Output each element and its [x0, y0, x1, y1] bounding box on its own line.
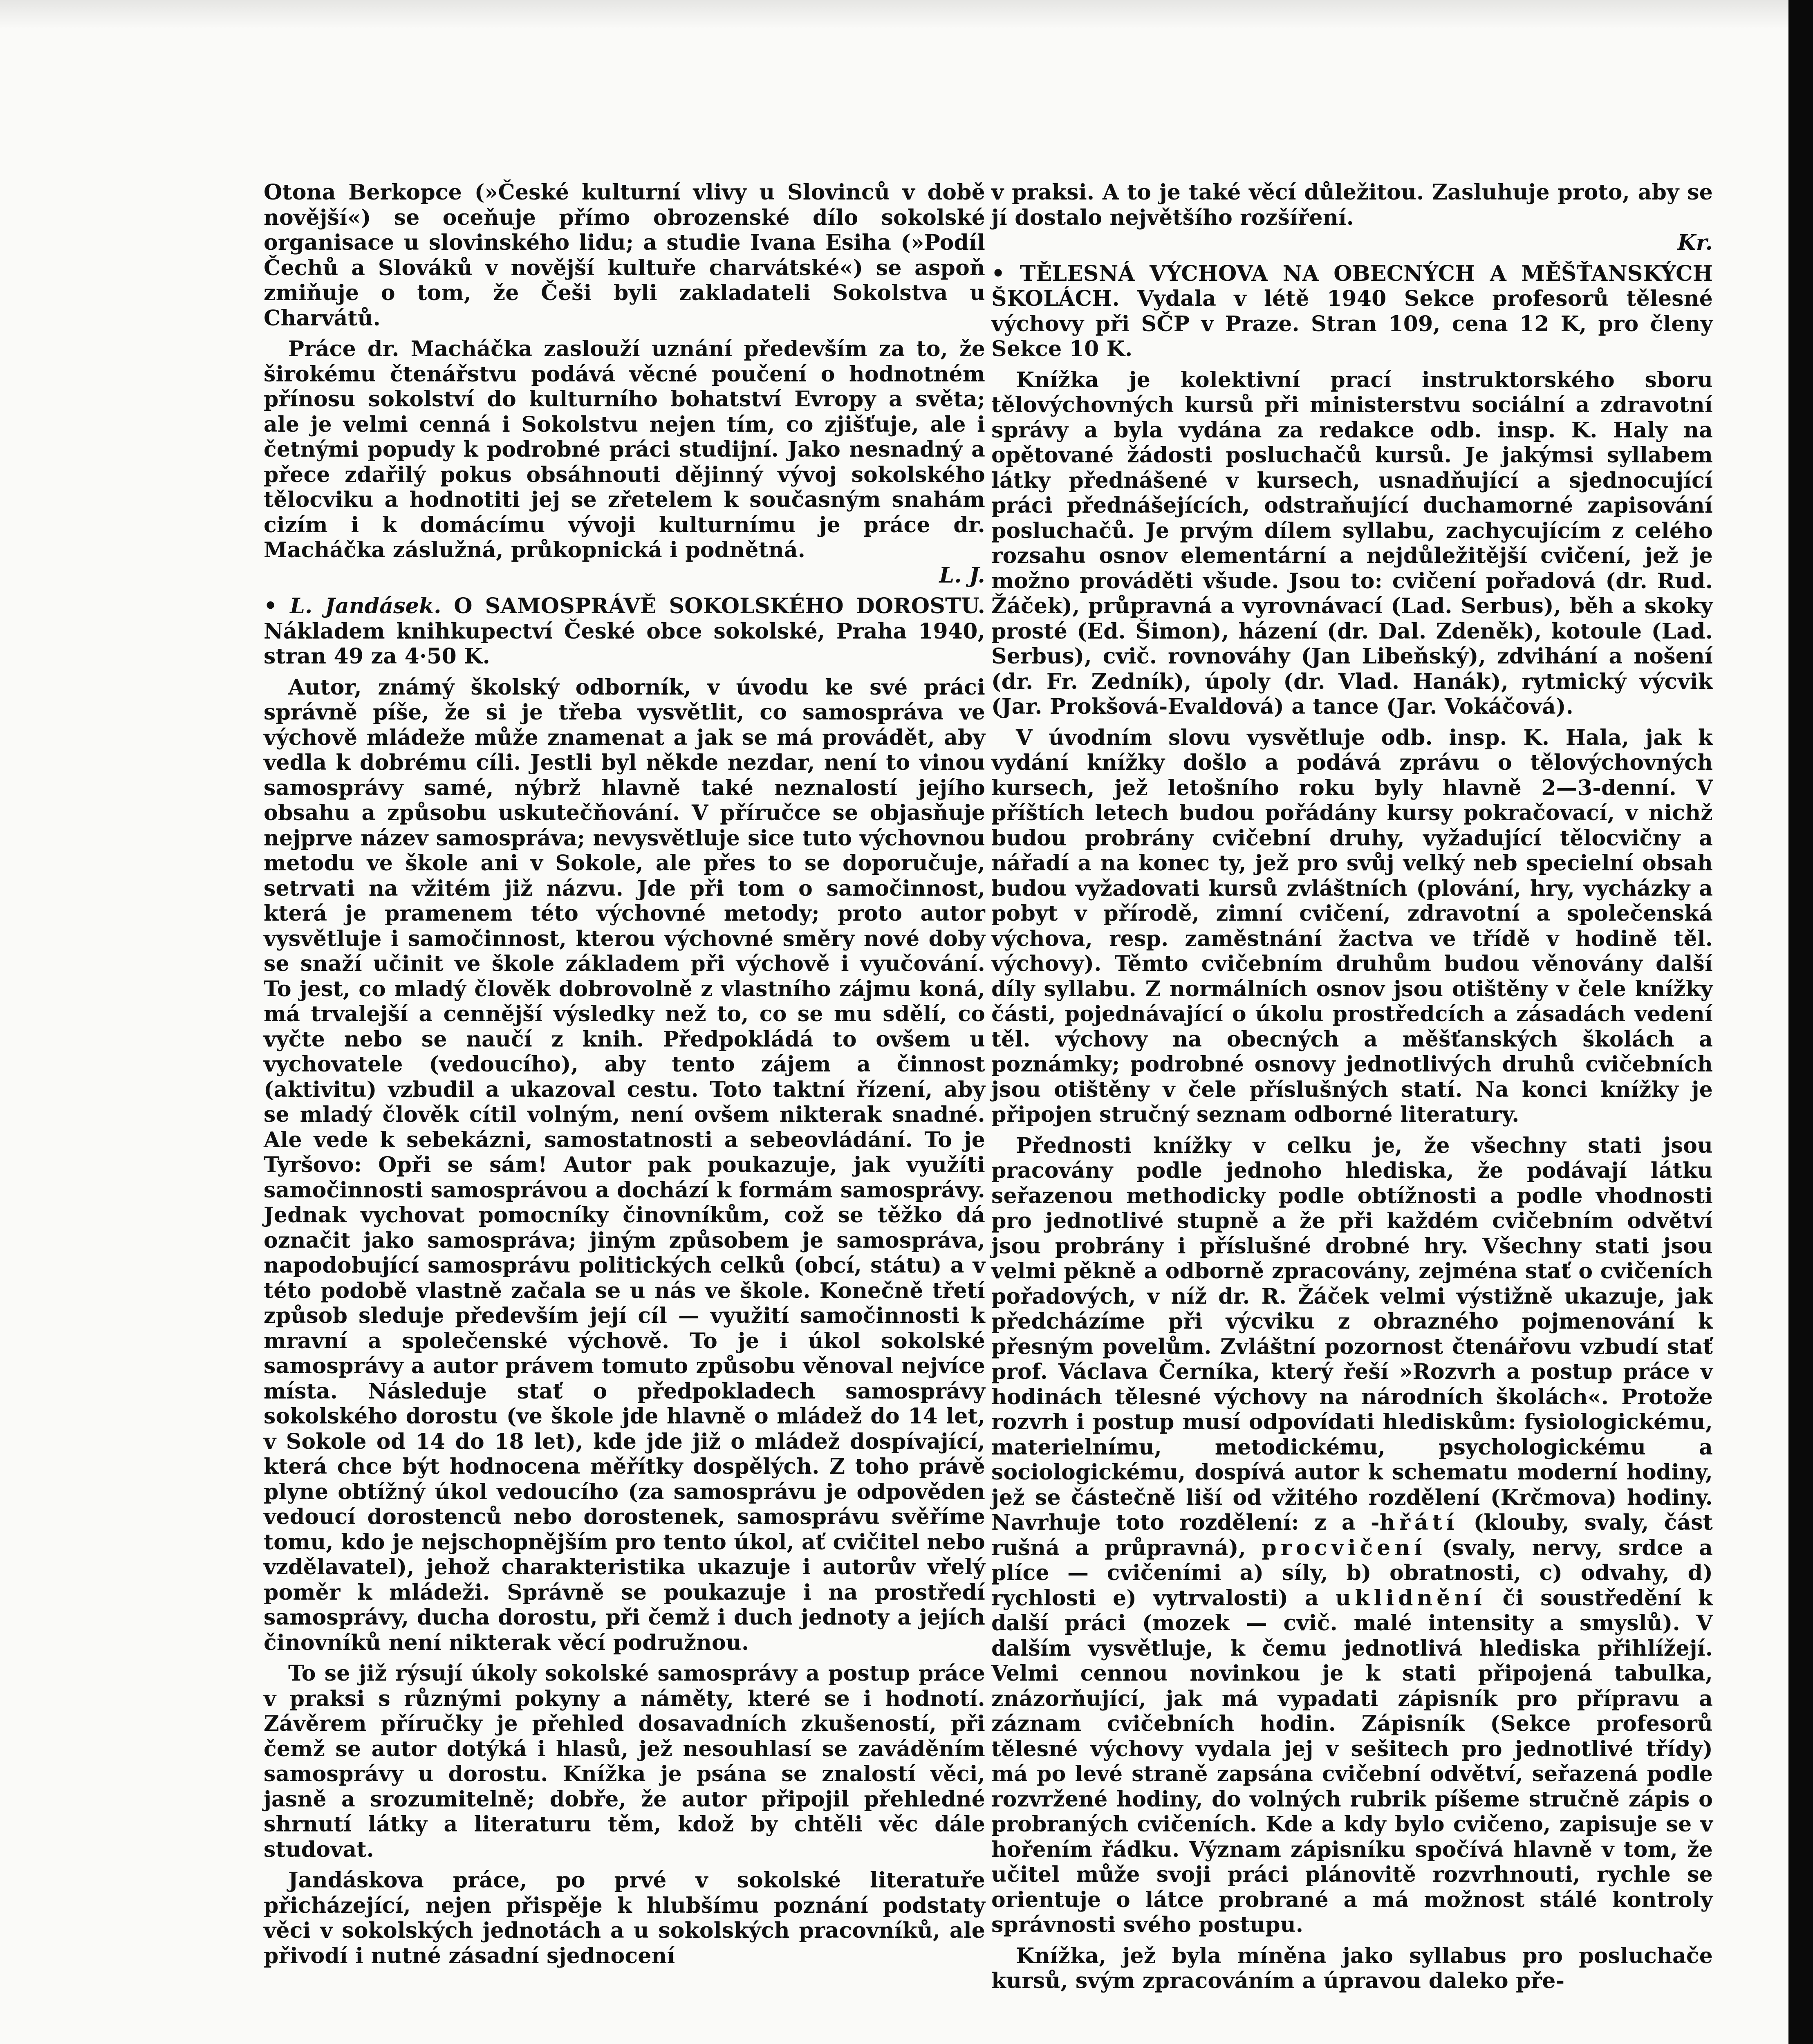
left-paragraph-5: Jandáskova práce, po prvé v sokolské literatuře přicházející, nejen přispěje k hlubšímu poznání podstaty věci v sokolských jednotách a u sokolských pracovníků, ale přivodí i nutné zásadní sjednocení: [264, 1868, 985, 1968]
right-paragraph-4: [991, 1133, 1713, 1938]
right-paragraph-1: [991, 180, 1713, 256]
right-column: [991, 180, 1713, 1994]
review-author: L. Jandásek.: [290, 594, 441, 619]
left-column: [264, 180, 985, 1968]
right-paragraph-1-signature: Kr.: [1677, 230, 1713, 255]
left-paragraph-2: [264, 336, 985, 588]
right-paragraph-3: V úvodním slovu vysvětluje odb. insp. K. Hala, jak k vydání knížky došlo a podává zprávu o tělovýchovných kursech, jež letošního roku byly hlavně 2—3-denní. V příštích letech budou pořádány kursy pokračovací, v nichž budou probrány cvičební druhy, vyžadující tělocvičny a nářadí a na konec ty, jež pro svůj velký neb specielní obsah budou vyžadovati kursů zvláštních (plování, hry, vycházky a pobyt v přírodě, zimní cvičení, zdravotní a společenská výchova, resp. zaměstnání žactva ve třídě v hodině těl. výchovy). Těmto cvičebním druhům budou věnovány další díly syllabu. Z normálních osnov jsou otištěny v čele knížky části, pojednávající o úkolu prostředcích a zásadách vedení těl. výchovy na obecných a měšťanských školách a poznámky; podrobné osnovy jednotlivých druhů cvičebních jsou otištěny v čele příslušných statí. Na konci knížky je připojen stručný seznam odborné literatury.: [991, 725, 1713, 1127]
page-right-edge: [1788, 0, 1813, 2044]
spaced-term: hřátí: [1379, 1510, 1459, 1535]
review-heading-telesna-vychova: [991, 261, 1713, 362]
right-paragraph-1-text: v praksi. A to je také věcí důležitou. Zasluhuje proto, aby se jí dostalo největšího rozšíření.: [991, 180, 1713, 230]
spaced-term: uklidnění: [1335, 1585, 1486, 1611]
right-paragraph-5: Knížka, jež byla míněna jako syllabus pro posluchače kursů, svým zpracováním a úpravou daleko pře-: [991, 1943, 1713, 1993]
right-paragraph-2: Knížka je kolektivní prací instruktorského sboru tělovýchovných kursů při ministerstvu sociální a zdravotní správy a byla vydána za redakce odb. insp. K. Haly na opětované žádosti posluchačů kursů. Je jakýmsi syllabem látky přednášené v kursech, usnadňující a sjednocující práci přednášejících, odstraňující duchamorné zapisování posluchačů. Je prvým dílem syllabu, zachycujícím z celého rozsahu osnov elementární a nejdůležitější cvičení, jež je možno prováděti všude. Jsou to: cvičení pořadová (dr. Rud. Žáček), průpravná a vyrovnávací (Lad. Serbus), běh a skoky prosté (Ed. Šimon), házení (dr. Dal. Zdeněk), kotoule (Lad. Serbus), cvič. rovnováhy (Jan Libeňský), zdvihání a nošení (dr. Fr. Zedník), úpoly (dr. Vlad. Hanák), rytmický výcvik (Jar. Prokšová-Evaldová) a tance (Jar. Vokáčová).: [991, 367, 1713, 719]
right-paragraph-4-part: (svaly, nervy, srdce a plíce — cvičeními a) síly, b) obratnosti, c) odvahy, d) rychlosti e) vytrvalosti) a: [991, 1535, 1713, 1611]
right-paragraph-4-part: či soustředění k další práci (mozek — cvič. malé intensity a smyslů). V dalším vysvětluje, k čemu jednotlivá hlediska přihlížejí. Velmi cennou novinkou je k stati připojená tabulka, znázorňující, jak má vypadati zápisník pro přípravu a záznam cvičebních hodin. Zápisník (Sekce profesorů tělesné výchovy vydala jej v sešitech pro jednotlivé třídy) má po levé straně zapsána cvičební odvětví, seřazená podle rozvržené hodiny, do volných rubrik píšeme stručně zápis o probraných cvičeních. Kde a kdy bylo cvičeno, zapisuje se v hořením řádku. Význam zápisníku spočívá hlavně v tom, že učitel může svoji práci plánovitě rozvrhnouti, rychle se orientuje o látce probrané a má možnost stálé kontroly správnosti svého postupu.: [991, 1585, 1713, 1937]
review-title: O SAMOSPRÁVĚ SOKOLSKÉHO DOROSTU. Nákladem knihkupectví České obce sokolské, Praha 1940, stran 49 za 4·50 K.: [264, 594, 986, 669]
left-paragraph-4: To se již rýsují úkoly sokolské samosprávy a postup práce v praksi s různými pokyny a náměty, které se i hodnotí. Závěrem příručky je přehled dosavadních zkušeností, při čemž se autor dotýká i hlasů, jež nesouhlasí se zaváděním samosprávy u dorostu. Knížka je psána se znalostí věci, jasně a srozumitelně; dobře, že autor připojil přehledné shrnutí látky a literaturu těm, kdož by chtěli věc dále studovat.: [264, 1661, 985, 1862]
page-top-shadow: [0, 0, 1813, 29]
right-paragraph-4-part: (klouby, svaly, část rušná a průpravná),: [991, 1510, 1713, 1560]
left-paragraph-3: Autor, známý školský odborník, v úvodu ke své práci správně píše, že si je třeba vysvětlit, co samospráva ve výchově mládeže může znamenat a jak se má provádět, aby vedla k dobrému cíli. Jestli byl někde nezdar, není to vinou samosprávy samé, nýbrž hlavně také neznalostí jejího obsahu a způsobu uskutečňování. V příručce se objasňuje nejprve název samospráva; nevysvětluje sice tuto výchovnou metodu ve škole ani v Sokole, ale přes to se doporučuje, setrvati na vžitém již názvu. Jde při tom o samočinnost, která je pramenem této výchovné metody; proto autor vysvětluje i samočinnost, kterou výchovné směry nové doby se snaží učinit ve škole základem při výchově i vyučování. To jest, co mladý člověk dobrovolně z vlastního zájmu koná, má trvalejší a cennější výsledky než to, co se mu sdělí, co vyčte nebo se naučí z knih. Předpokládá to ovšem u vychovatele (vedoucího), aby tento zájem a činnost (aktivitu) vzbudil a ukazoval cestu. Toto taktní řízení, aby se mladý člověk cítil volným, není ovšem nikterak snadné. Ale vede k sebekázni, samostatnosti a sebeovládání. To je Tyršovo: Opři se sám! Autor pak poukazuje, jak využíti samočinnosti samosprávou a dochází k formám samosprávy. Jednak vychovat pomocníky činovníkům, což se těžko dá označit jako samospráva; jiným způsobem je samospráva, napodobující samosprávu politických celků (obcí, státu) a v této podobě vlastně začala se u nás ve škole. Konečně třetí způsob sleduje především její cíl — využití samočinnosti k mravní a společenské výchově. To je i úkol sokolské samosprávy a autor právem tomuto způsobu věnoval nejvíce místa. Následuje stať o předpokladech samosprávy sokolského dorostu (ve škole jde hlavně o mládež do 14 let, v Sokole od 14 do 18 let), kde jde již o mládež dospívající, která chce být hodnocena měřítky dospělých. Z toho právě plyne obtížný úkol vedoucího (za samosprávu je odpověden vedoucí dorostenců nebo dorostenek, samosprávu svěříme tomu, kdo je nejschopnějším pro tento úkol, ať cvičitel nebo vzdělavatel), jehož charakteristika ukazuje i autorův vřelý poměr k mládeži. Správně se poukazuje i na prostředí samosprávy, ducha dorostu, při čemž i duch jednoty a jejích činovníků není nikterak věcí podružnou.: [264, 675, 985, 1655]
left-paragraph-2-signature: L. J.: [939, 563, 985, 588]
right-paragraph-4-part: Přednosti knížky v celku je, že všechny stati jsou pracovány podle jednoho hlediska, že podávají látku seřazenou methodicky podle obtížnosti a podle vhodnosti pro jednotlivé stupně a že při každém cvičebním odvětví jsou probrány i příslušné drobné hry. Všechny stati jsou velmi pěkně a odborně zpracovány, zejména stať o cvičeních pořadových, v níž dr. R. Žáček velmi výstižně ukazuje, jak předcházíme při výcviku z obrazného pojmenování k přesným povelům. Zvláštní pozornost čtenářovu vzbudí stať prof. Václava Černíka, který řeší »Rozvrh a postup práce v hodinách tělesné výchovy na národních školách«. Protože rozvrh i postup musí odpovídati hlediskům: fysiologickému, materielnímu, metodickému, psychologickému a sociologickému, dospívá autor k schematu moderní hodiny, jež se částečně liší od vžitého rozdělení (Krčmova) hodiny. Navrhuje toto rozdělení: z a -: [991, 1133, 1713, 1535]
left-paragraph-1: Otona Berkopce (»České kulturní vlivy u Slovinců v době novější«) se oceňuje přímo obrozenské dílo sokolské organisace u slovinského lidu; a studie Ivana Esiha (»Podíl Čechů a Slováků v novější kultuře charvátské«) se aspoň zmiňuje o tom, že Češi byli zakladateli Sokolstva u Charvátů.: [264, 180, 985, 331]
spaced-term: procvičení: [1262, 1535, 1426, 1560]
bullet-icon: •: [991, 261, 1005, 286]
review-title: TĚLESNÁ VÝCHOVA NA OBECNÝCH A MĚŠŤANSKÝCH ŠKOLÁCH. Vydala v létě 1940 Sekce profesorů tělesné výchovy při SČP v Praze. Stran 109, cena 12 K, pro členy Sekce 10 K.: [991, 261, 1713, 361]
review-heading-jandasek: [264, 594, 985, 669]
bullet-icon: •: [264, 594, 278, 619]
left-paragraph-2-text: Práce dr. Macháčka zaslouží uznání především za to, že širokému čtenářstvu podává věcné poučení o hodnotném přínosu sokolství do kulturního bohatství Evropy a světa; ale je velmi cenná i Sokolstvu nejen tím, co zjišťuje, ale i četnými popudy k podrobné práci studijní. Jako nesnadný a přece zdařilý pokus obsáhnouti dějinný vývoj sokolského tělocviku a hodnotiti jej se zřetelem k současným snahám cizím i k domácímu vývoji kulturnímu je práce dr. Macháčka záslužná, průkopnická i podnětná.: [264, 336, 985, 563]
